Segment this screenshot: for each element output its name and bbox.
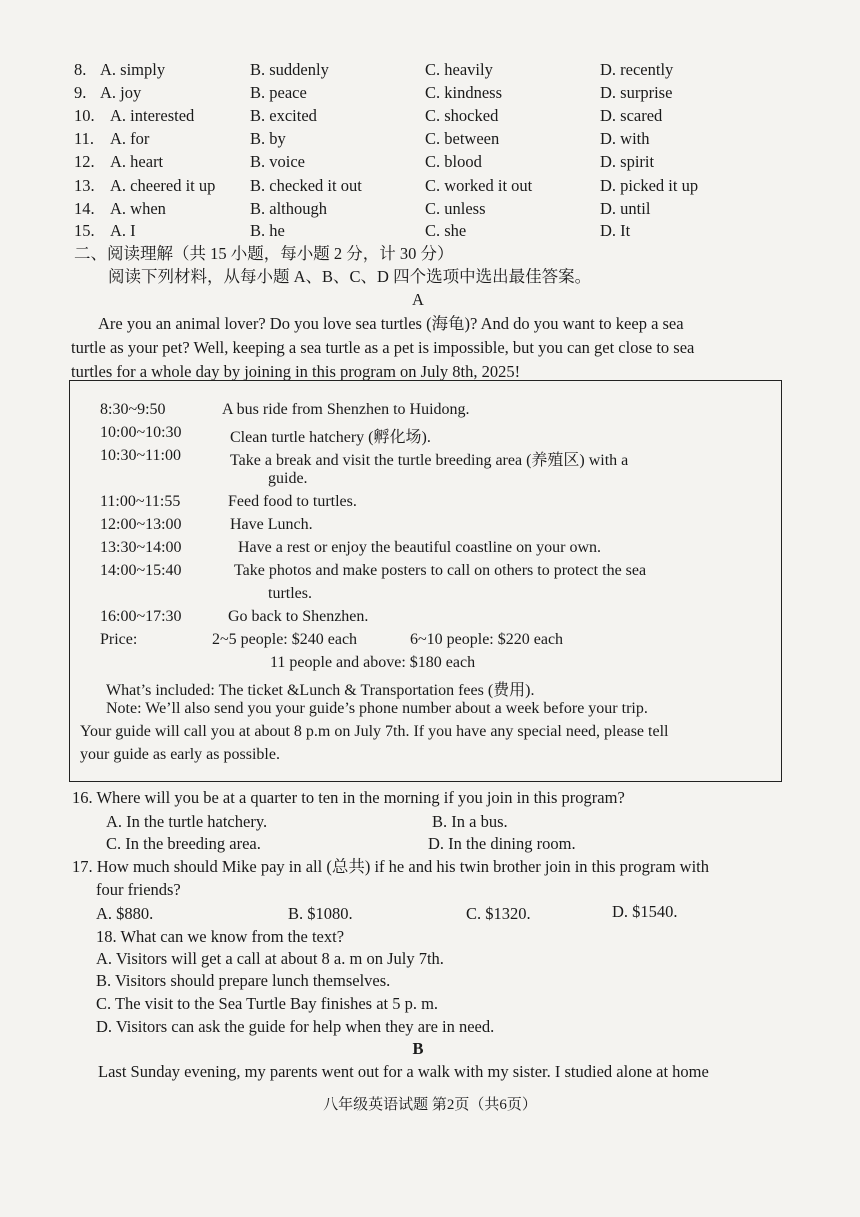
schedule-activity-cont: turtles. [268, 585, 312, 602]
schedule-activity: Take a break and visit the turtle breeding area (养殖区) with a [230, 452, 629, 469]
question-number: 8. [74, 60, 87, 79]
question-16-option-a: A. In the turtle hatchery. [106, 812, 268, 831]
passage-b-first-line: Last Sunday evening, my parents went out for a walk with my sister. I studied alone at home [98, 1062, 709, 1081]
question-17-option-c: C. $1320. [466, 904, 531, 923]
option-row [0, 128, 860, 150]
option-c: C. shocked [425, 106, 499, 125]
option-b: B. suddenly [250, 60, 329, 79]
option-row [0, 175, 860, 197]
question-number: 13. [74, 176, 95, 195]
option-b: B. although [250, 199, 327, 218]
price-label: Price: [100, 631, 138, 648]
schedule-time: 11:00~11:55 [100, 493, 181, 510]
schedule-time: 10:00~10:30 [100, 424, 182, 441]
schedule-time: 13:30~14:00 [100, 539, 182, 556]
option-b: B. excited [250, 106, 317, 125]
passage-a-label: A [412, 290, 424, 309]
schedule-activity: Take photos and make posters to call on others to protect the sea [234, 562, 647, 579]
question-17-stem: 17. How much should Mike pay in all (总共) if he and his twin brother join in this program with [72, 857, 709, 876]
option-d: D. scared [600, 106, 663, 125]
option-a: A. I [110, 221, 136, 240]
option-a: A. cheered it up [110, 176, 216, 195]
intro-line-2: turtle as your pet? Well, keeping a sea turtle as a pet is impossible, but you can get close to sea [71, 338, 695, 357]
price-tier-1: 2~5 people: $240 each [212, 631, 358, 648]
question-18-stem: 18. What can we know from the text? [96, 927, 345, 946]
note-line-1: Note: We’ll also send you your guide’s phone number about a week before your trip. [106, 700, 648, 717]
option-a: A. when [110, 199, 166, 218]
question-16-stem: 16. Where will you be at a quarter to ten in the morning if you join in this program? [72, 788, 625, 807]
option-row [0, 198, 860, 220]
schedule-activity: Clean turtle hatchery (孵化场). [230, 429, 431, 446]
question-number: 12. [74, 152, 95, 171]
option-c: C. between [425, 129, 500, 148]
page-footer: 八年级英语试题 第2页（共6页） [323, 1097, 537, 1113]
option-a: A. simply [100, 60, 166, 79]
option-b: B. he [250, 221, 285, 240]
price-tier-3: 11 people and above: $180 each [270, 654, 476, 671]
included-text: What’s included: The ticket &Lunch & Transportation fees (费用). [106, 682, 535, 699]
option-c: C. unless [425, 199, 486, 218]
option-d: D. spirit [600, 152, 655, 171]
question-number: 11. [74, 129, 95, 148]
question-16-option-c: C. In the breeding area. [106, 834, 261, 853]
passage-b-label: B [412, 1039, 424, 1058]
option-b: B. by [250, 129, 286, 148]
option-c: C. she [425, 221, 467, 240]
option-d: D. surprise [600, 83, 673, 102]
question-18-option-b: B. Visitors should prepare lunch themselves. [96, 971, 391, 990]
intro-line-1: Are you an animal lover? Do you love sea turtles (海龟)? And do you want to keep a sea [98, 314, 684, 333]
option-row [0, 220, 860, 242]
option-row [0, 105, 860, 127]
question-17-option-a: A. $880. [96, 904, 154, 923]
section-instruction: 阅读下列材料，从每小题 A、B、C、D 四个选项中选出最佳答案。 [108, 267, 592, 286]
option-row [0, 151, 860, 173]
question-17-option-d: D. $1540. [612, 902, 678, 921]
schedule-activity-cont: guide. [268, 470, 308, 487]
option-row [0, 82, 860, 104]
schedule-activity: Feed food to turtles. [228, 493, 357, 510]
question-number: 10. [74, 106, 95, 125]
question-18-option-c: C. The visit to the Sea Turtle Bay finishes at 5 p. m. [96, 994, 439, 1013]
option-a: A. for [110, 129, 150, 148]
option-b: B. voice [250, 152, 305, 171]
option-a: A. interested [110, 106, 195, 125]
question-18-option-a: A. Visitors will get a call at about 8 a. m on July 7th. [96, 949, 444, 968]
option-row [0, 59, 860, 81]
schedule-time: 14:00~15:40 [100, 562, 182, 579]
price-tier-2: 6~10 people: $220 each [410, 631, 564, 648]
option-d: D. with [600, 129, 650, 148]
option-c: C. kindness [425, 83, 503, 102]
option-d: D. picked it up [600, 176, 699, 195]
option-a: A. heart [110, 152, 164, 171]
option-d: D. recently [600, 60, 674, 79]
question-16-option-d: D. In the dining room. [428, 834, 576, 853]
question-17-stem-cont: four friends? [96, 880, 181, 899]
note-line-2: Your guide will call you at about 8 p.m on July 7th. If you have any special need, please tell [80, 723, 669, 740]
question-18-option-d: D. Visitors can ask the guide for help when they are in need. [96, 1017, 495, 1036]
note-line-3: your guide as early as possible. [80, 746, 280, 763]
schedule-activity: Have a rest or enjoy the beautiful coastline on your own. [238, 539, 601, 556]
question-number: 14. [74, 199, 95, 218]
schedule-activity: A bus ride from Shenzhen to Huidong. [222, 401, 470, 418]
option-d: D. until [600, 199, 651, 218]
option-c: C. worked it out [425, 176, 533, 195]
question-17-option-b: B. $1080. [288, 904, 353, 923]
intro-line-3: turtles for a whole day by joining in this program on July 8th, 2025! [71, 362, 521, 381]
schedule-activity: Go back to Shenzhen. [228, 608, 369, 625]
question-number: 15. [74, 221, 95, 240]
section-heading: 二、阅读理解（共 15 小题，每小题 2 分，计 30 分） [74, 244, 454, 263]
option-c: C. blood [425, 152, 482, 171]
schedule-time: 8:30~9:50 [100, 401, 166, 418]
schedule-time: 12:00~13:00 [100, 516, 182, 533]
question-16-option-b: B. In a bus. [432, 812, 508, 831]
option-b: B. peace [250, 83, 307, 102]
schedule-time: 16:00~17:30 [100, 608, 182, 625]
option-d: D. It [600, 221, 631, 240]
schedule-activity: Have Lunch. [230, 516, 313, 533]
option-a: A. joy [100, 83, 142, 102]
option-b: B. checked it out [250, 176, 362, 195]
schedule-time: 10:30~11:00 [100, 447, 181, 464]
option-c: C. heavily [425, 60, 493, 79]
question-number: 9. [74, 83, 87, 102]
